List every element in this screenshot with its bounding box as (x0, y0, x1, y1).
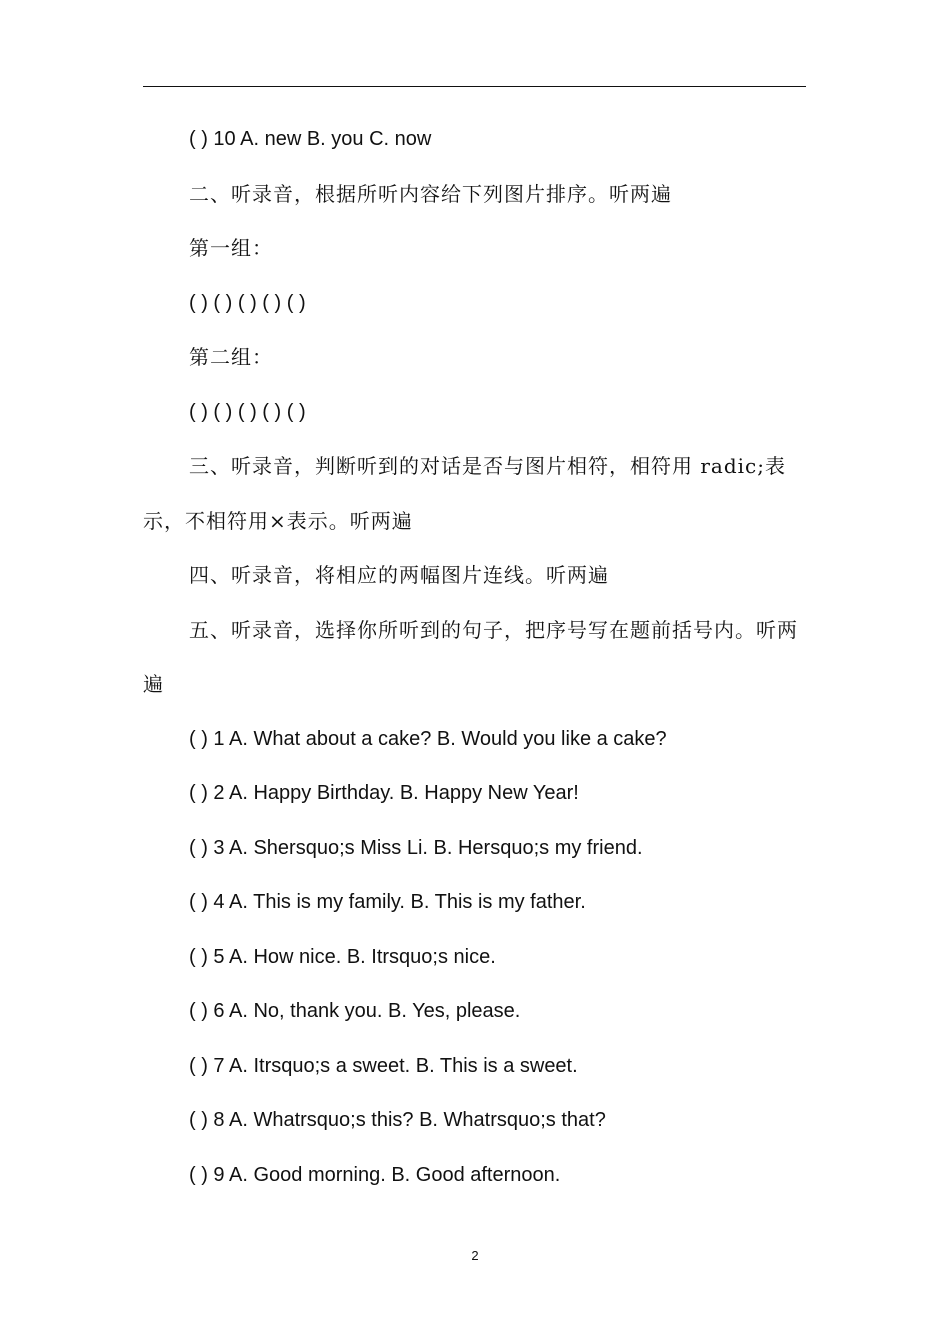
question-5-6: ( ) 6 A. No, thank you. B. Yes, please. (189, 1000, 521, 1022)
section-3-heading: 三、听录音，判断听到的对话是否与图片相符，相符用 radic;表示，不相符用×表示。听两遍 (143, 454, 786, 533)
question-5-3: ( ) 3 A. Shersquo;s Miss Li. B. Hersquo;s my friend. (189, 836, 643, 859)
header-rule (143, 86, 806, 87)
question-5-7: ( ) 7 A. Itrsquo;s a sweet. B. This is a sweet. (189, 1054, 578, 1077)
page-number: 2 (471, 1248, 479, 1263)
section-5-heading: 五、听录音，选择你所听到的句子，把序号写在题前括号内。听两遍 (143, 617, 798, 696)
question-5-5: ( ) 5 A. How nice. B. Itrsquo;s nice. (189, 945, 496, 968)
question-5-8: ( ) 8 A. Whatrsquo;s this? B. Whatrsquo;s that? (189, 1109, 606, 1131)
question-5-1: ( ) 1 A. What about a cake? B. Would you like a cake? (189, 727, 667, 750)
document-body (143, 112, 806, 1202)
section-4-heading: 四、听录音，将相应的两幅图片连线。听两遍 (189, 563, 609, 587)
group-1-label: 第一组： (189, 236, 273, 260)
question-5-4: ( ) 4 A. This is my family. B. This is my father. (189, 891, 586, 913)
section-2-heading: 二、听录音，根据所听内容给下列图片排序。听两遍 (189, 181, 672, 206)
group-1-answers: ( ) ( ) ( ) ( ) ( ) (189, 291, 306, 314)
question-5-9: ( ) 9 A. Good morning. B. Good afternoon. (189, 1163, 561, 1186)
group-2-label: 第二组： (189, 345, 273, 369)
group-2-answers: ( ) ( ) ( ) ( ) ( ) (189, 400, 306, 423)
question-1-10: ( ) 10 A. new B. you C. now (189, 128, 432, 150)
question-5-2: ( ) 2 A. Happy Birthday. B. Happy New Year! (189, 782, 579, 804)
